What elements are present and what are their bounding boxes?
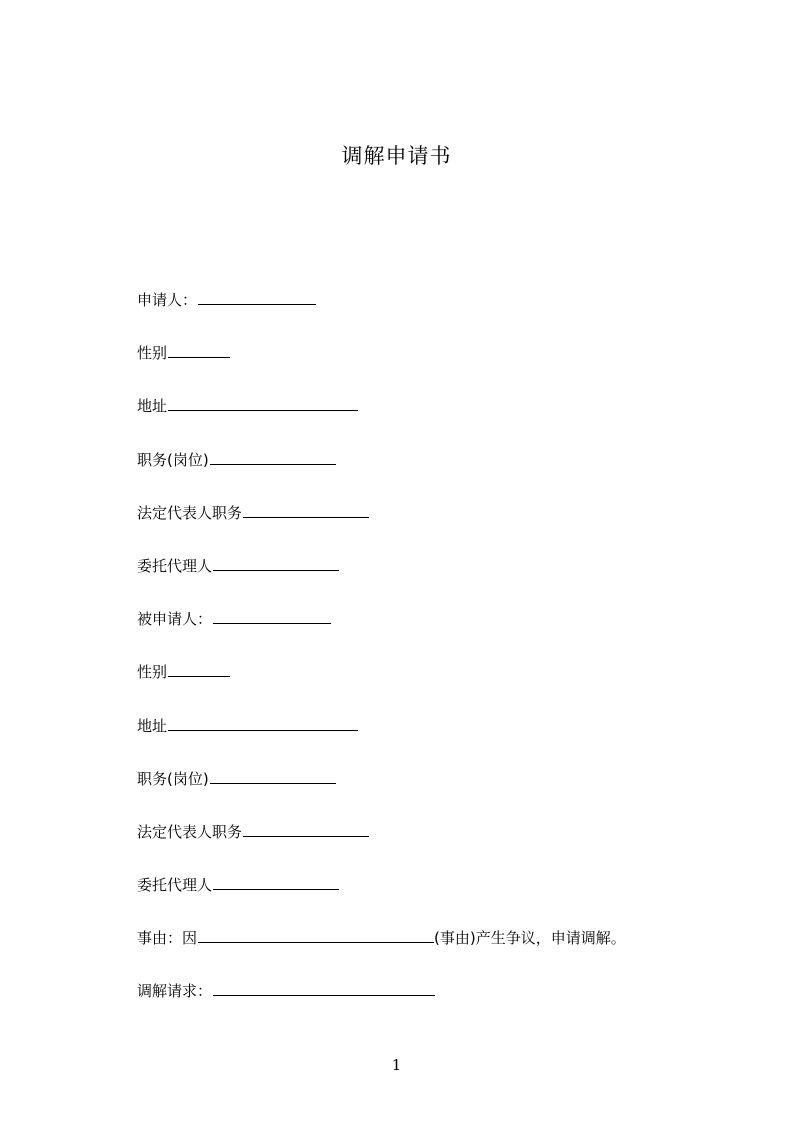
request-line (137, 981, 697, 1034)
respondent-gender-line (137, 662, 697, 715)
respondent-agent-line (137, 875, 697, 928)
applicant-name-blank[interactable] (198, 290, 316, 305)
applicant-position-line (137, 450, 697, 503)
matter-middle: (事由) (434, 929, 476, 948)
respondent-legal-rep-label: 法定代表人职务 (137, 822, 243, 841)
applicant-agent-line (137, 556, 697, 609)
respondent-agent-label: 委托代理人 (137, 876, 213, 895)
respondent-name-blank[interactable] (213, 609, 331, 624)
document-title: 调解申请书 (341, 144, 452, 168)
applicant-address-label: 地址 (137, 397, 168, 416)
respondent-address-line (137, 716, 697, 769)
applicant-name-label: 申请人： (137, 291, 198, 309)
respondent-name-label: 被申请人： (137, 610, 213, 629)
applicant-address-blank[interactable] (168, 396, 358, 411)
respondent-position-blank[interactable] (210, 769, 336, 784)
page-number: 1 (391, 1056, 402, 1074)
applicant-address-line (137, 396, 697, 449)
request-label: 调解请求： (137, 982, 213, 1001)
respondent-legal-rep-blank[interactable] (243, 822, 369, 837)
applicant-position-label: 职务(岗位) (137, 450, 209, 469)
applicant-name-line (137, 290, 697, 343)
matter-suffix: 产生争议，申请调解。 (475, 929, 626, 948)
respondent-position-label: 职务(岗位) (137, 769, 209, 788)
applicant-agent-blank[interactable] (213, 556, 339, 571)
applicant-gender-line (137, 343, 697, 396)
respondent-position-line (137, 769, 697, 822)
applicant-legal-rep-label: 法定代表人职务 (137, 503, 243, 522)
applicant-gender-label: 性别 (137, 344, 168, 363)
respondent-legal-rep-line (137, 822, 697, 875)
applicant-position-blank[interactable] (210, 450, 336, 465)
respondent-gender-blank[interactable] (168, 662, 230, 677)
form-fields (137, 290, 697, 1034)
matter-line (137, 928, 697, 981)
matter-prefix: 事由：因 (137, 929, 198, 948)
applicant-legal-rep-blank[interactable] (243, 503, 369, 518)
applicant-legal-rep-line (137, 503, 697, 556)
applicant-gender-blank[interactable] (168, 343, 230, 358)
respondent-gender-label: 性别 (137, 663, 168, 682)
respondent-address-blank[interactable] (168, 716, 358, 731)
request-blank[interactable] (213, 981, 435, 996)
matter-blank[interactable] (198, 928, 434, 943)
respondent-agent-blank[interactable] (213, 875, 339, 890)
respondent-name-line (137, 609, 697, 662)
respondent-address-label: 地址 (137, 716, 168, 735)
applicant-agent-label: 委托代理人 (137, 556, 213, 575)
